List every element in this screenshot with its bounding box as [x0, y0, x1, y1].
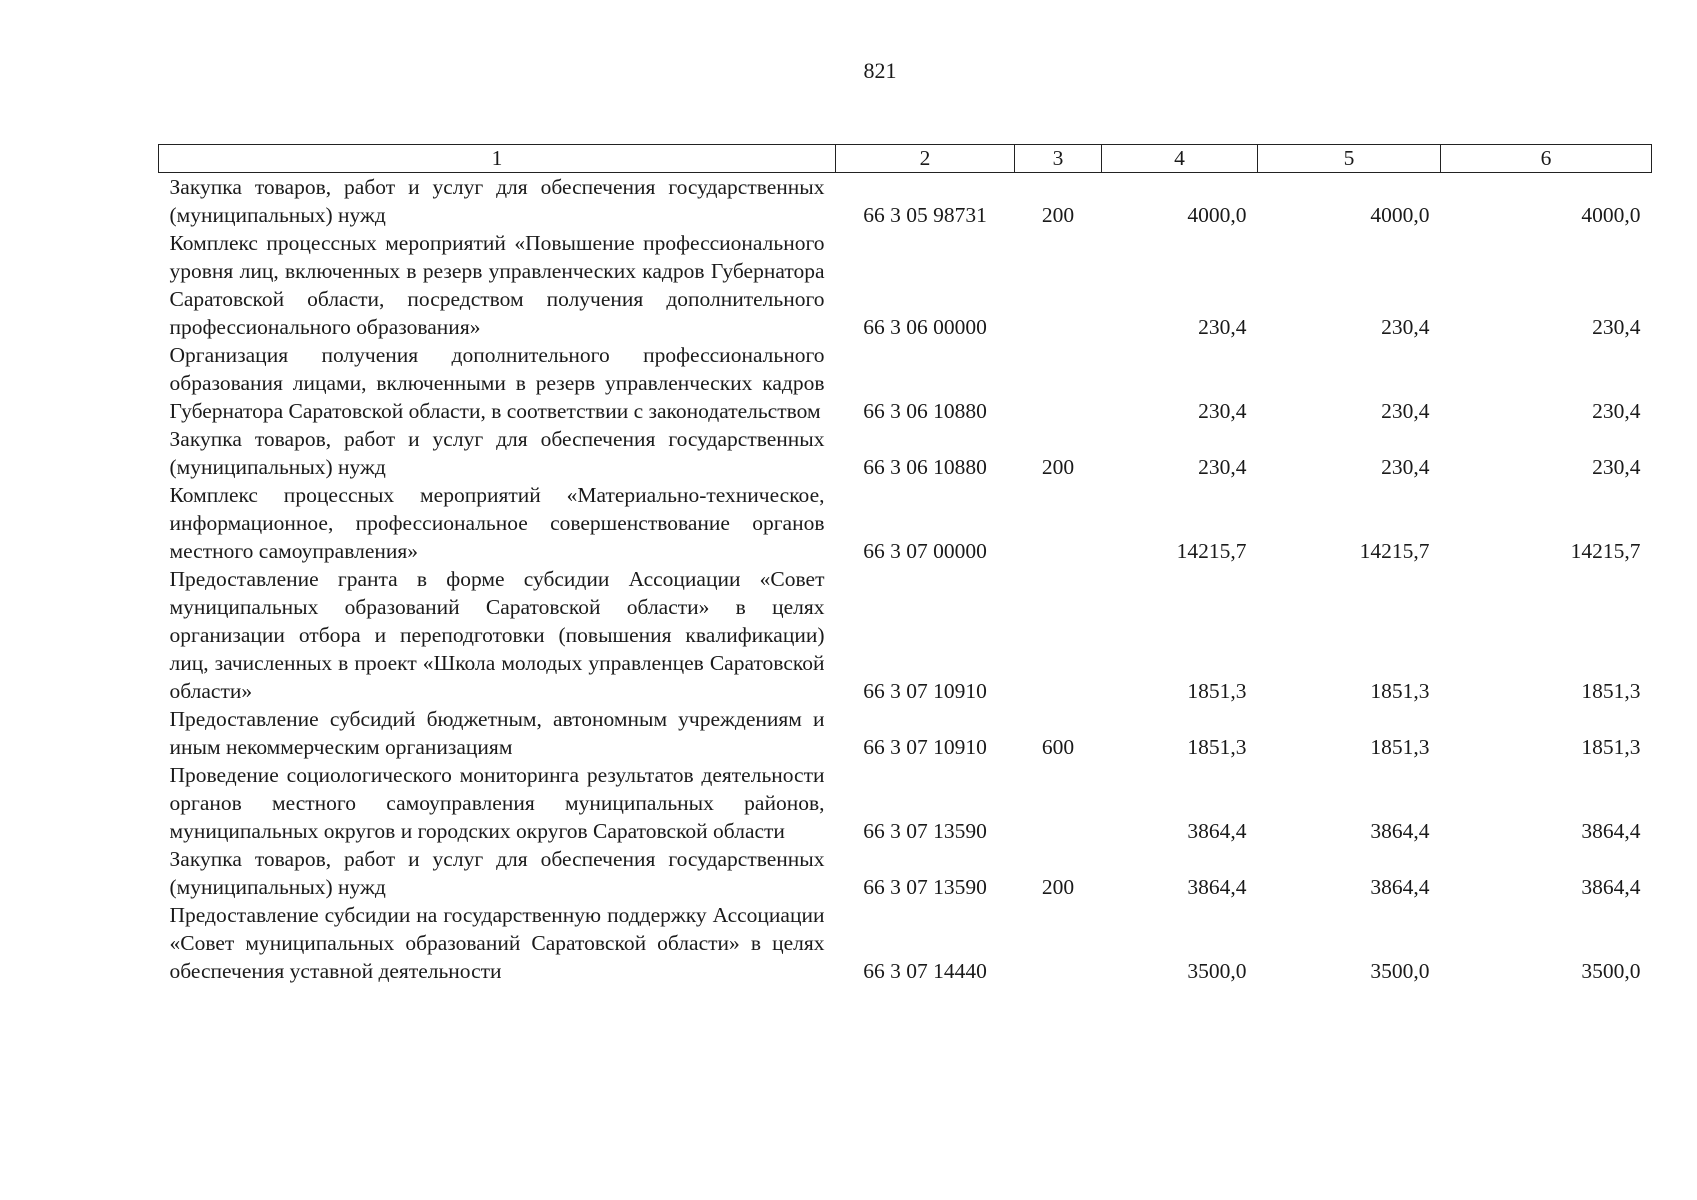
row-expense-type	[1015, 565, 1102, 705]
row-code: 66 3 05 98731	[863, 203, 987, 227]
row-code: 66 3 07 13590	[863, 875, 987, 899]
column-header-3: 3	[1015, 145, 1102, 173]
row-value-col4: 3864,4	[1187, 819, 1247, 843]
row-code: 66 3 06 10880	[863, 399, 987, 423]
row-name: Комплекс процессных мероприятий «Повышение профессионального уровня лиц, включенных в резерв управленческих кадров Губернатора Саратовской области, посредством получения дополнительного профессионального образования»	[169, 231, 825, 339]
row-value-col4: 230,4	[1198, 455, 1247, 479]
row-code: 66 3 07 14440	[863, 959, 987, 983]
row-value-col4: 1851,3	[1187, 735, 1247, 759]
row-name: Предоставление субсидий бюджетным, автономным учреждениям и иным некоммерческим организациям	[169, 707, 825, 759]
row-name: Предоставление гранта в форме субсидии Ассоциации «Совет муниципальных образований Саратовской области» в целях организации отбора и переподготовки (повышения квалификации) лиц, зачисленных в проект «Школа молодых управленцев Саратовской области»	[169, 567, 825, 703]
row-code: 66 3 07 10910	[863, 735, 987, 759]
row-value-col6: 3864,4	[1581, 819, 1641, 843]
table-row	[159, 173, 1652, 230]
row-expense-type	[1015, 481, 1102, 565]
table-row	[159, 425, 1652, 481]
table-header	[159, 145, 1652, 173]
row-value-col4: 3864,4	[1187, 875, 1247, 899]
row-value-col4: 4000,0	[1187, 203, 1247, 227]
row-name: Комплекс процессных мероприятий «Материально-техническое, информационное, профессиональное совершенствование органов местного самоуправления»	[169, 483, 825, 563]
row-value-col4: 230,4	[1198, 399, 1247, 423]
row-value-col4: 3500,0	[1187, 959, 1247, 983]
row-expense-type	[1015, 229, 1102, 341]
row-value-col6: 14215,7	[1570, 539, 1641, 563]
row-code: 66 3 07 00000	[863, 539, 987, 563]
row-value-col5: 1851,3	[1370, 679, 1430, 703]
table-row	[159, 229, 1652, 341]
table-row	[159, 481, 1652, 565]
row-value-col6: 3500,0	[1581, 959, 1641, 983]
row-name: Организация получения дополнительного профессионального образования лицами, включенными в резерв управленческих кадров Губернатора Саратовской области, в соответствии с законодательством	[169, 343, 825, 423]
row-expense-type	[1015, 341, 1102, 425]
row-value-col6: 230,4	[1592, 315, 1641, 339]
column-header-1: 1	[159, 145, 836, 173]
row-expense-type	[1015, 761, 1102, 845]
budget-table	[158, 144, 1652, 985]
row-code: 66 3 06 00000	[863, 315, 987, 339]
row-name: Проведение социологического мониторинга результатов деятельности органов местного самоуправления муниципальных районов, муниципальных округов и городских округов Саратовской области	[169, 763, 825, 843]
column-header-4: 4	[1102, 145, 1258, 173]
row-value-col5: 4000,0	[1370, 203, 1430, 227]
table-row	[159, 705, 1652, 761]
row-code: 66 3 07 10910	[863, 679, 987, 703]
row-value-col5: 230,4	[1381, 315, 1430, 339]
row-expense-type: 200	[1041, 203, 1075, 227]
row-expense-type: 200	[1041, 875, 1075, 899]
header-row	[159, 145, 1652, 173]
row-name: Закупка товаров, работ и услуг для обеспечения государственных (муниципальных) нужд	[169, 175, 825, 227]
row-name: Закупка товаров, работ и услуг для обеспечения государственных (муниципальных) нужд	[169, 427, 825, 479]
column-header-5: 5	[1258, 145, 1441, 173]
row-value-col6: 1851,3	[1581, 735, 1641, 759]
row-value-col6: 4000,0	[1581, 203, 1641, 227]
row-value-col5: 14215,7	[1359, 539, 1430, 563]
row-value-col5: 230,4	[1381, 399, 1430, 423]
page-number: 821	[863, 58, 897, 83]
row-value-col4: 1851,3	[1187, 679, 1247, 703]
row-code: 66 3 07 13590	[863, 819, 987, 843]
row-value-col6: 1851,3	[1581, 679, 1641, 703]
table-row	[159, 845, 1652, 901]
row-value-col5: 230,4	[1381, 455, 1430, 479]
table-row	[159, 565, 1652, 705]
row-expense-type: 200	[1041, 455, 1075, 479]
row-value-col6: 230,4	[1592, 455, 1641, 479]
row-value-col5: 3864,4	[1370, 819, 1430, 843]
row-value-col6: 3864,4	[1581, 875, 1641, 899]
row-name: Предоставление субсидии на государственную поддержку Ассоциации «Совет муниципальных образований Саратовской области» в целях обеспечения уставной деятельности	[169, 903, 825, 983]
table-body	[159, 173, 1652, 986]
row-code: 66 3 06 10880	[863, 455, 987, 479]
row-value-col4: 230,4	[1198, 315, 1247, 339]
row-name: Закупка товаров, работ и услуг для обеспечения государственных (муниципальных) нужд	[169, 847, 825, 899]
row-value-col4: 14215,7	[1176, 539, 1247, 563]
table-row	[159, 761, 1652, 845]
table-row	[159, 901, 1652, 985]
row-expense-type	[1015, 901, 1102, 985]
row-value-col6: 230,4	[1592, 399, 1641, 423]
column-header-6: 6	[1441, 145, 1652, 173]
column-header-2: 2	[836, 145, 1015, 173]
table-row	[159, 341, 1652, 425]
row-value-col5: 3864,4	[1370, 875, 1430, 899]
row-value-col5: 1851,3	[1370, 735, 1430, 759]
row-expense-type: 600	[1041, 735, 1075, 759]
row-value-col5: 3500,0	[1370, 959, 1430, 983]
